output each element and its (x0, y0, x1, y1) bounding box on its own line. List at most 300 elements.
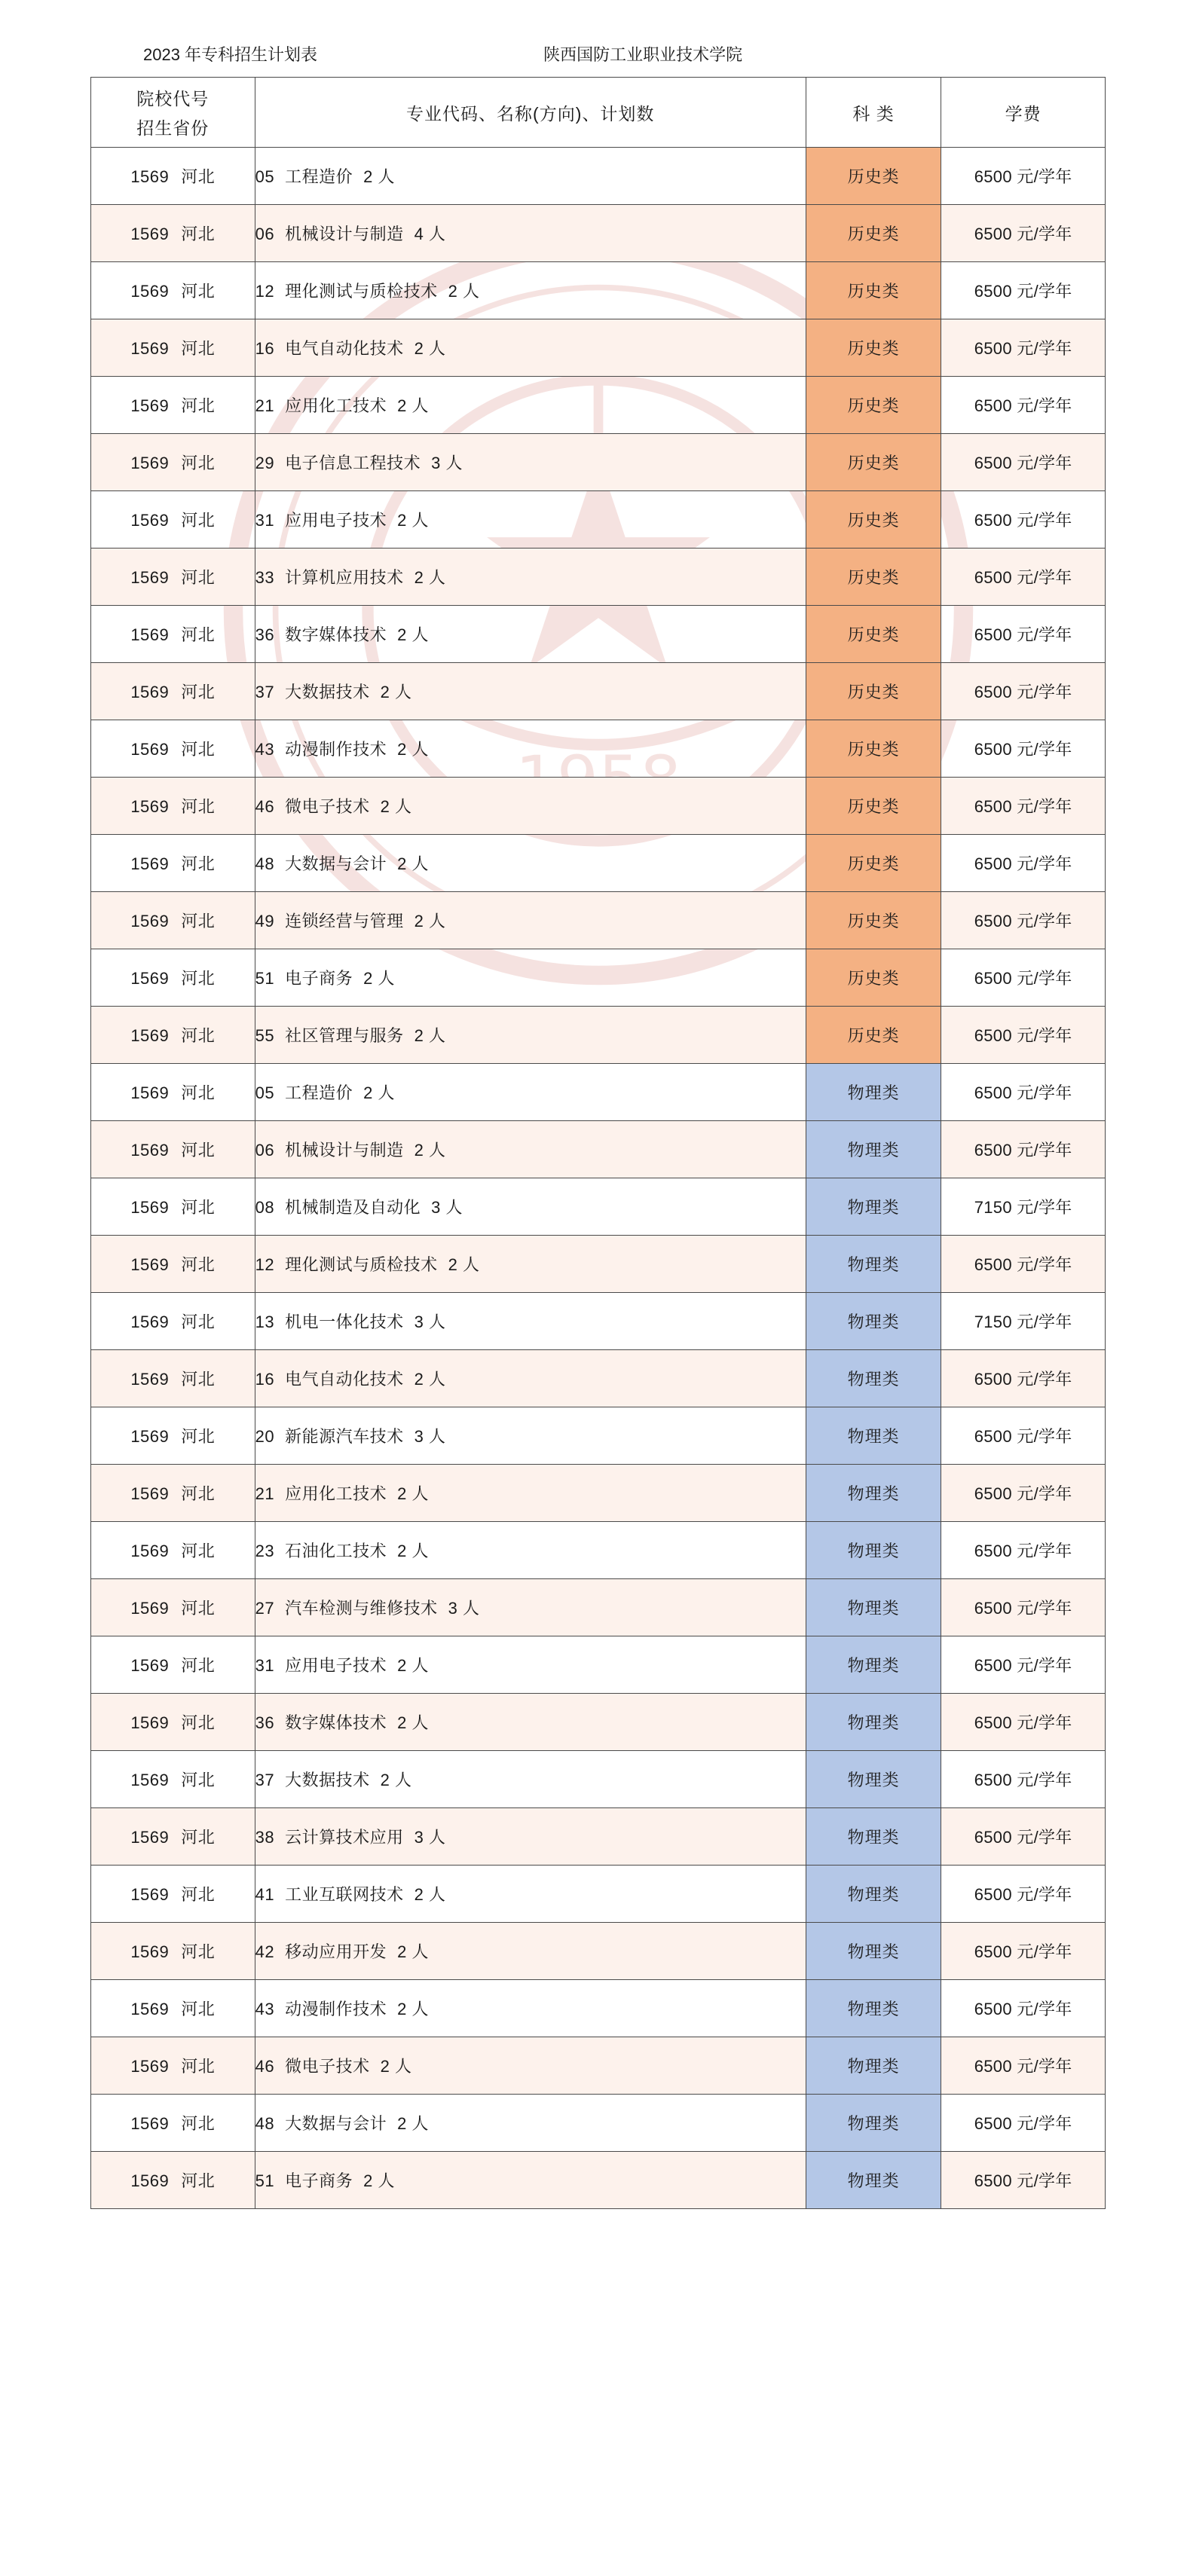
major-code: 12 (255, 282, 275, 301)
school-code: 1569 (130, 1026, 170, 1046)
table-row (91, 549, 1106, 606)
document-header (90, 45, 1106, 65)
subject-category-label: 历史类 (847, 1026, 900, 1046)
major-name: 大数据与会计 (285, 854, 387, 874)
school-code: 1569 (130, 1198, 170, 1218)
major-code: 06 (255, 225, 275, 244)
province: 河北 (181, 339, 216, 359)
major-code: 42 (255, 1942, 275, 1962)
cell-school-code-province (91, 1522, 255, 1579)
school-code: 1569 (130, 396, 170, 416)
cell-subject-category (806, 606, 941, 663)
major-plan-count: 2 人 (414, 1141, 446, 1160)
cell-school-code-province (91, 1694, 255, 1751)
subject-category-label: 物理类 (847, 2000, 900, 2019)
cell-major (255, 1923, 806, 1980)
cell-subject-category (806, 1579, 941, 1636)
major-name: 应用化工技术 (285, 396, 387, 416)
major-plan-count: 2 人 (414, 1370, 446, 1389)
cell-school-code-province (91, 434, 255, 491)
cell-tuition: 6500 元/学年 (941, 262, 1106, 319)
province: 河北 (181, 740, 216, 759)
subject-category-label: 物理类 (847, 1484, 900, 1504)
major-code: 21 (255, 396, 275, 416)
major-code: 55 (255, 1026, 275, 1046)
cell-school-code-province (91, 2152, 255, 2209)
major-plan-count: 2 人 (414, 1026, 446, 1046)
major-code: 12 (255, 1255, 275, 1275)
cell-school-code-province (91, 778, 255, 835)
cell-major (255, 1579, 806, 1636)
cell-school-code-province (91, 1923, 255, 1980)
major-plan-count: 2 人 (397, 511, 429, 530)
cell-subject-category (806, 377, 941, 434)
school-code: 1569 (130, 568, 170, 588)
cell-tuition: 6500 元/学年 (941, 549, 1106, 606)
table-row (91, 778, 1106, 835)
cell-major (255, 1350, 806, 1407)
cell-school-code-province (91, 549, 255, 606)
cell-school-code-province (91, 1808, 255, 1866)
cell-school-code-province (91, 148, 255, 205)
table-row (91, 319, 1106, 377)
column-header-kelei-line1: 科 类 (852, 103, 895, 124)
school-code: 1569 (130, 1484, 170, 1504)
column-header-fee (941, 78, 1106, 148)
school-code: 1569 (130, 740, 170, 759)
major-plan-count: 2 人 (397, 2114, 429, 2134)
cell-school-code-province (91, 2037, 255, 2095)
subject-category-label: 历史类 (847, 225, 900, 244)
column-header-code-line1: 院校代号 (136, 89, 210, 109)
cell-tuition: 6500 元/学年 (941, 1407, 1106, 1465)
major-code: 13 (255, 1312, 275, 1332)
table-row (91, 1465, 1106, 1522)
school-code: 1569 (130, 2000, 170, 2019)
major-code: 05 (255, 167, 275, 187)
major-code: 36 (255, 625, 275, 645)
cell-subject-category (806, 1236, 941, 1293)
cell-major (255, 1522, 806, 1579)
major-name: 机械设计与制造 (285, 1141, 404, 1160)
major-plan-count: 2 人 (414, 1885, 446, 1905)
subject-category-label: 物理类 (847, 1255, 900, 1275)
cell-subject-category (806, 491, 941, 549)
cell-subject-category (806, 1064, 941, 1121)
cell-major (255, 1465, 806, 1522)
major-name: 工业互联网技术 (285, 1885, 404, 1905)
cell-subject-category (806, 549, 941, 606)
school-code: 1569 (130, 167, 170, 187)
major-plan-count: 2 人 (363, 167, 395, 187)
subject-category-label: 历史类 (847, 396, 900, 416)
cell-tuition: 6500 元/学年 (941, 1465, 1106, 1522)
cell-major (255, 2152, 806, 2209)
cell-subject-category (806, 2095, 941, 2152)
table-row (91, 377, 1106, 434)
major-name: 电子商务 (285, 969, 353, 989)
table-row (91, 1636, 1106, 1694)
cell-tuition: 6500 元/学年 (941, 1121, 1106, 1178)
cell-subject-category (806, 778, 941, 835)
province: 河北 (181, 1656, 216, 1676)
major-code: 16 (255, 339, 275, 359)
major-plan-count: 2 人 (448, 282, 480, 301)
major-name: 石油化工技术 (285, 1542, 387, 1561)
school-code: 1569 (130, 1312, 170, 1332)
cell-tuition: 6500 元/学年 (941, 1007, 1106, 1064)
major-plan-count: 3 人 (414, 1427, 446, 1447)
subject-category-label: 物理类 (847, 1542, 900, 1561)
table-row (91, 1866, 1106, 1923)
cell-subject-category (806, 1694, 941, 1751)
cell-tuition: 6500 元/学年 (941, 835, 1106, 892)
province: 河北 (181, 1312, 216, 1332)
cell-major (255, 1407, 806, 1465)
cell-school-code-province (91, 1121, 255, 1178)
major-name: 应用电子技术 (285, 511, 387, 530)
cell-school-code-province (91, 949, 255, 1007)
school-code: 1569 (130, 969, 170, 989)
table-row (91, 892, 1106, 949)
table-row (91, 606, 1106, 663)
province: 河北 (181, 454, 216, 473)
province: 河北 (181, 625, 216, 645)
cell-major (255, 663, 806, 720)
school-code: 1569 (130, 1599, 170, 1618)
cell-major (255, 2095, 806, 2152)
cell-tuition: 6500 元/学年 (941, 319, 1106, 377)
table-row (91, 1350, 1106, 1407)
cell-subject-category (806, 949, 941, 1007)
subject-category-label: 物理类 (847, 1370, 900, 1389)
subject-category-label: 历史类 (847, 912, 900, 931)
table-row (91, 1293, 1106, 1350)
school-code: 1569 (130, 1427, 170, 1447)
major-plan-count: 2 人 (363, 1083, 395, 1103)
major-name: 理化测试与质检技术 (285, 282, 438, 301)
cell-school-code-province (91, 1236, 255, 1293)
school-code: 1569 (130, 2171, 170, 2191)
major-name: 移动应用开发 (285, 1942, 387, 1962)
school-code: 1569 (130, 225, 170, 244)
subject-category-label: 历史类 (847, 568, 900, 588)
major-code: 20 (255, 1427, 275, 1447)
cell-tuition: 6500 元/学年 (941, 1350, 1106, 1407)
major-code: 46 (255, 2057, 275, 2076)
school-code: 1569 (130, 1771, 170, 1790)
province: 河北 (181, 396, 216, 416)
table-row (91, 1121, 1106, 1178)
school-code: 1569 (130, 1713, 170, 1733)
cell-major (255, 1121, 806, 1178)
province: 河北 (181, 1771, 216, 1790)
subject-category-label: 物理类 (847, 1141, 900, 1160)
cell-school-code-province (91, 319, 255, 377)
table-row (91, 491, 1106, 549)
cell-subject-category (806, 2152, 941, 2209)
subject-category-label: 物理类 (847, 2057, 900, 2076)
cell-subject-category (806, 1350, 941, 1407)
province: 河北 (181, 1427, 216, 1447)
major-name: 工程造价 (285, 167, 353, 187)
cell-tuition: 6500 元/学年 (941, 205, 1106, 262)
table-row (91, 1407, 1106, 1465)
major-name: 连锁经营与管理 (285, 912, 404, 931)
cell-subject-category (806, 148, 941, 205)
major-code: 43 (255, 2000, 275, 2019)
cell-major (255, 835, 806, 892)
table-row (91, 663, 1106, 720)
cell-school-code-province (91, 1751, 255, 1808)
cell-school-code-province (91, 1636, 255, 1694)
table-row (91, 1007, 1106, 1064)
subject-category-label: 物理类 (847, 1713, 900, 1733)
cell-tuition: 6500 元/学年 (941, 148, 1106, 205)
province: 河北 (181, 2057, 216, 2076)
table-row (91, 1694, 1106, 1751)
major-name: 社区管理与服务 (285, 1026, 404, 1046)
cell-subject-category (806, 892, 941, 949)
cell-subject-category (806, 1522, 941, 1579)
school-code: 1569 (130, 1542, 170, 1561)
cell-school-code-province (91, 2095, 255, 2152)
subject-category-label: 历史类 (847, 167, 900, 187)
major-plan-count: 2 人 (380, 797, 412, 817)
cell-school-code-province (91, 1980, 255, 2037)
header-left-title: 2023 年专科招生计划表 (143, 45, 318, 64)
table-row (91, 1178, 1106, 1236)
cell-major (255, 1751, 806, 1808)
school-code: 1569 (130, 1141, 170, 1160)
subject-category-label: 物理类 (847, 1656, 900, 1676)
school-code: 1569 (130, 454, 170, 473)
school-code: 1569 (130, 339, 170, 359)
school-code: 1569 (130, 2057, 170, 2076)
subject-category-label: 物理类 (847, 1083, 900, 1103)
major-code: 43 (255, 740, 275, 759)
cell-tuition: 6500 元/学年 (941, 892, 1106, 949)
table-body (91, 148, 1106, 2209)
major-name: 应用化工技术 (285, 1484, 387, 1504)
table-row (91, 720, 1106, 778)
major-plan-count: 3 人 (414, 1828, 446, 1847)
major-plan-count: 2 人 (397, 1656, 429, 1676)
cell-major (255, 1980, 806, 2037)
school-code: 1569 (130, 282, 170, 301)
major-code: 41 (255, 1885, 275, 1905)
subject-category-label: 物理类 (847, 1885, 900, 1905)
school-code: 1569 (130, 1083, 170, 1103)
cell-tuition: 6500 元/学年 (941, 1636, 1106, 1694)
cell-tuition: 6500 元/学年 (941, 1808, 1106, 1866)
cell-tuition: 6500 元/学年 (941, 2152, 1106, 2209)
province: 河北 (181, 225, 216, 244)
column-header-major (255, 78, 806, 148)
major-plan-count: 2 人 (397, 2000, 429, 2019)
major-code: 46 (255, 797, 275, 817)
cell-major (255, 1808, 806, 1866)
cell-tuition: 6500 元/学年 (941, 720, 1106, 778)
cell-subject-category (806, 1636, 941, 1694)
major-code: 48 (255, 854, 275, 874)
cell-major (255, 319, 806, 377)
province: 河北 (181, 912, 216, 931)
cell-subject-category (806, 1178, 941, 1236)
subject-category-label: 历史类 (847, 683, 900, 702)
cell-tuition: 6500 元/学年 (941, 1866, 1106, 1923)
cell-major (255, 1866, 806, 1923)
column-header-major-line1: 专业代码、名称(方向)、计划数 (406, 103, 655, 124)
province: 河北 (181, 1713, 216, 1733)
cell-school-code-province (91, 1350, 255, 1407)
major-plan-count: 2 人 (397, 740, 429, 759)
cell-major (255, 1636, 806, 1694)
major-name: 微电子技术 (285, 2057, 370, 2076)
table-row (91, 205, 1106, 262)
major-name: 计算机应用技术 (285, 568, 404, 588)
cell-tuition: 6500 元/学年 (941, 778, 1106, 835)
major-name: 电气自动化技术 (285, 1370, 404, 1389)
major-name: 机械设计与制造 (285, 225, 404, 244)
major-code: 31 (255, 1656, 275, 1676)
cell-subject-category (806, 2037, 941, 2095)
cell-subject-category (806, 1751, 941, 1808)
province: 河北 (181, 1083, 216, 1103)
table-row (91, 1522, 1106, 1579)
cell-tuition: 6500 元/学年 (941, 377, 1106, 434)
major-code: 48 (255, 2114, 275, 2134)
major-plan-count: 3 人 (414, 1312, 446, 1332)
cell-subject-category (806, 434, 941, 491)
cell-school-code-province (91, 720, 255, 778)
school-code: 1569 (130, 1656, 170, 1676)
cell-major (255, 434, 806, 491)
table-row (91, 1980, 1106, 2037)
table-row (91, 2152, 1106, 2209)
subject-category-label: 物理类 (847, 2114, 900, 2134)
major-name: 微电子技术 (285, 797, 370, 817)
major-name: 云计算技术应用 (285, 1828, 404, 1847)
major-name: 工程造价 (285, 1083, 353, 1103)
major-name: 理化测试与质检技术 (285, 1255, 438, 1275)
cell-tuition: 6500 元/学年 (941, 1980, 1106, 2037)
province: 河北 (181, 282, 216, 301)
cell-tuition: 6500 元/学年 (941, 949, 1106, 1007)
cell-school-code-province (91, 1579, 255, 1636)
cell-subject-category (806, 1923, 941, 1980)
major-plan-count: 2 人 (363, 2171, 395, 2191)
cell-subject-category (806, 205, 941, 262)
major-plan-count: 4 人 (414, 225, 446, 244)
cell-major (255, 892, 806, 949)
province: 河北 (181, 1370, 216, 1389)
major-code: 23 (255, 1542, 275, 1561)
cell-school-code-province (91, 1465, 255, 1522)
table-row (91, 1579, 1106, 1636)
cell-tuition: 7150 元/学年 (941, 1178, 1106, 1236)
major-name: 机械制造及自动化 (285, 1198, 421, 1218)
cell-tuition: 6500 元/学年 (941, 491, 1106, 549)
cell-tuition: 6500 元/学年 (941, 2095, 1106, 2152)
school-code: 1569 (130, 683, 170, 702)
table-header (91, 78, 1106, 148)
major-name: 大数据技术 (285, 683, 370, 702)
cell-school-code-province (91, 205, 255, 262)
major-plan-count: 2 人 (397, 1942, 429, 1962)
cell-major (255, 205, 806, 262)
major-code: 08 (255, 1198, 275, 1218)
cell-tuition: 6500 元/学年 (941, 663, 1106, 720)
school-code: 1569 (130, 1828, 170, 1847)
table-row (91, 1751, 1106, 1808)
cell-tuition: 6500 元/学年 (941, 606, 1106, 663)
cell-subject-category (806, 720, 941, 778)
table-row (91, 1064, 1106, 1121)
cell-school-code-province (91, 1178, 255, 1236)
major-name: 数字媒体技术 (285, 625, 387, 645)
major-plan-count: 3 人 (431, 454, 463, 473)
cell-subject-category (806, 1808, 941, 1866)
province: 河北 (181, 1885, 216, 1905)
cell-school-code-province (91, 377, 255, 434)
subject-category-label: 物理类 (847, 1771, 900, 1790)
table-row (91, 2095, 1106, 2152)
province: 河北 (181, 1599, 216, 1618)
cell-major (255, 1007, 806, 1064)
cell-school-code-province (91, 892, 255, 949)
major-plan-count: 2 人 (397, 1542, 429, 1561)
major-name: 新能源汽车技术 (285, 1427, 404, 1447)
major-name: 应用电子技术 (285, 1656, 387, 1676)
major-code: 33 (255, 568, 275, 588)
school-code: 1569 (130, 1942, 170, 1962)
cell-school-code-province (91, 835, 255, 892)
major-code: 06 (255, 1141, 275, 1160)
province: 河北 (181, 2000, 216, 2019)
province: 河北 (181, 854, 216, 874)
major-name: 电子信息工程技术 (285, 454, 421, 473)
cell-major (255, 1236, 806, 1293)
cell-subject-category (806, 1407, 941, 1465)
major-plan-count: 2 人 (380, 683, 412, 702)
cell-major (255, 377, 806, 434)
table-row (91, 949, 1106, 1007)
province: 河北 (181, 2114, 216, 2134)
major-code: 51 (255, 969, 275, 989)
major-plan-count: 2 人 (414, 339, 446, 359)
table-row (91, 1923, 1106, 1980)
cell-subject-category (806, 1293, 941, 1350)
cell-major (255, 949, 806, 1007)
school-code: 1569 (130, 854, 170, 874)
cell-major (255, 1178, 806, 1236)
subject-category-label: 历史类 (847, 797, 900, 817)
column-header-code-line2: 招生省份 (136, 118, 210, 139)
major-code: 29 (255, 454, 275, 473)
column-header-fee-line1: 学费 (1005, 103, 1042, 124)
major-name: 汽车检测与维修技术 (285, 1599, 438, 1618)
major-name: 动漫制作技术 (285, 740, 387, 759)
cell-tuition: 6500 元/学年 (941, 1923, 1106, 1980)
subject-category-label: 物理类 (847, 1427, 900, 1447)
column-header-kelei (806, 78, 941, 148)
cell-school-code-province (91, 1293, 255, 1350)
subject-category-label: 物理类 (847, 1599, 900, 1618)
province: 河北 (181, 797, 216, 817)
cell-tuition: 6500 元/学年 (941, 1579, 1106, 1636)
subject-category-label: 历史类 (847, 740, 900, 759)
